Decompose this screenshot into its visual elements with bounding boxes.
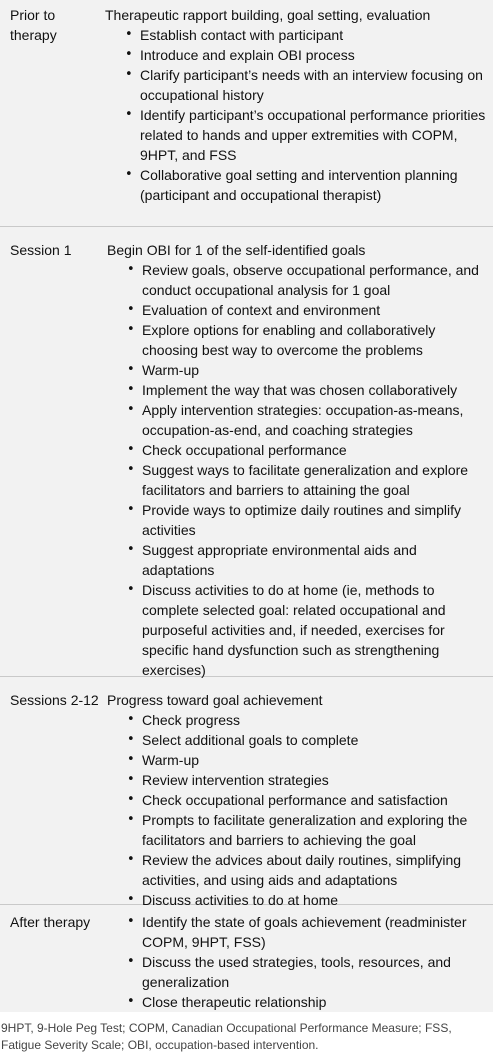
list-item: • Close therapeutic relationship [107,992,489,1012]
list-item: • Check progress [107,710,489,730]
list-item: • Suggest appropriate environmental aids and adaptations [107,540,489,580]
activity-list [107,710,489,910]
list-item: • Warm-up [107,360,489,380]
list-item: • Collaborative goal setting and intervention planning (participant and occupational therapist) [105,165,489,205]
list-item: • Apply intervention strategies: occupation-as-means, occupation-as-end, and coaching strategies [107,400,489,440]
stage-heading: Begin OBI for 1 of the self-identified goals [107,242,366,258]
list-item: • Prompts to facilitate generalization and exploring the facilitators and barriers to achieving the goal [107,810,489,850]
stage-content [107,905,493,1012]
stage-label: Session 1 [10,242,72,258]
stage-content [107,227,493,676]
list-item: • Review intervention strategies [107,770,489,790]
stage-label: Prior to therapy [10,7,57,43]
activity-list [105,25,489,205]
list-item: • Review the advices about daily routines, simplifying activities, and using aids and adaptations [107,850,489,890]
list-item: • Establish contact with participant [105,25,489,45]
list-item: • Clarify participant’s needs with an interview focusing on occupational history [105,65,489,105]
list-item: • Review goals, observe occupational performance, and conduct occupational analysis for 1 goal [107,260,489,300]
stage-heading: Therapeutic rapport building, goal setting, evaluation [105,7,431,23]
list-item: • Implement the way that was chosen collaboratively [107,380,489,400]
list-item: • Identify the state of goals achievement (readminister COPM, 9HPT, FSS) [107,912,489,952]
activity-list [107,260,489,680]
list-item: • Introduce and explain OBI process [105,45,489,65]
table-row [0,905,493,1012]
list-item: • Discuss the used strategies, tools, resources, and generalization [107,952,489,992]
list-item: • Discuss activities to do at home (ie, methods to complete selected goal: related occupational and purposeful activities and, if needed, exercises for specific hand dysfunction such as strengthening exercises) [107,580,489,680]
stage-content [107,677,493,908]
stage-label: Sessions 2-12 [10,692,99,708]
table-row [0,227,493,677]
stage-content [105,0,493,226]
table-footnote: 9HPT, 9-Hole Peg Test; COPM, Canadian Occupational Performance Measure; FSS, Fatigue Severity Scale; OBI, occupation-based intervention. [0,1012,493,1054]
list-item: • Check occupational performance and satisfaction [107,790,489,810]
list-item: • Warm-up [107,750,489,770]
list-item: • Provide ways to optimize daily routines and simplify activities [107,500,489,540]
list-item: • Check occupational performance [107,440,489,460]
list-item: • Suggest ways to facilitate generalization and explore facilitators and barriers to attaining the goal [107,460,489,500]
list-item: • Identify participant’s occupational performance priorities related to hands and upper extremities with COPM, 9HPT, and FSS [105,105,489,165]
list-item: • Evaluation of context and environment [107,300,489,320]
activity-list [107,912,489,1012]
table-row [0,0,493,227]
list-item: • Select additional goals to complete [107,730,489,750]
list-item: • Discuss activities to do at home [107,890,489,910]
stage-label: After therapy [10,914,91,930]
stage-heading: Progress toward goal achievement [107,692,323,708]
table-row [0,677,493,908]
list-item: • Explore options for enabling and collaboratively choosing best way to overcome the problems [107,320,489,360]
